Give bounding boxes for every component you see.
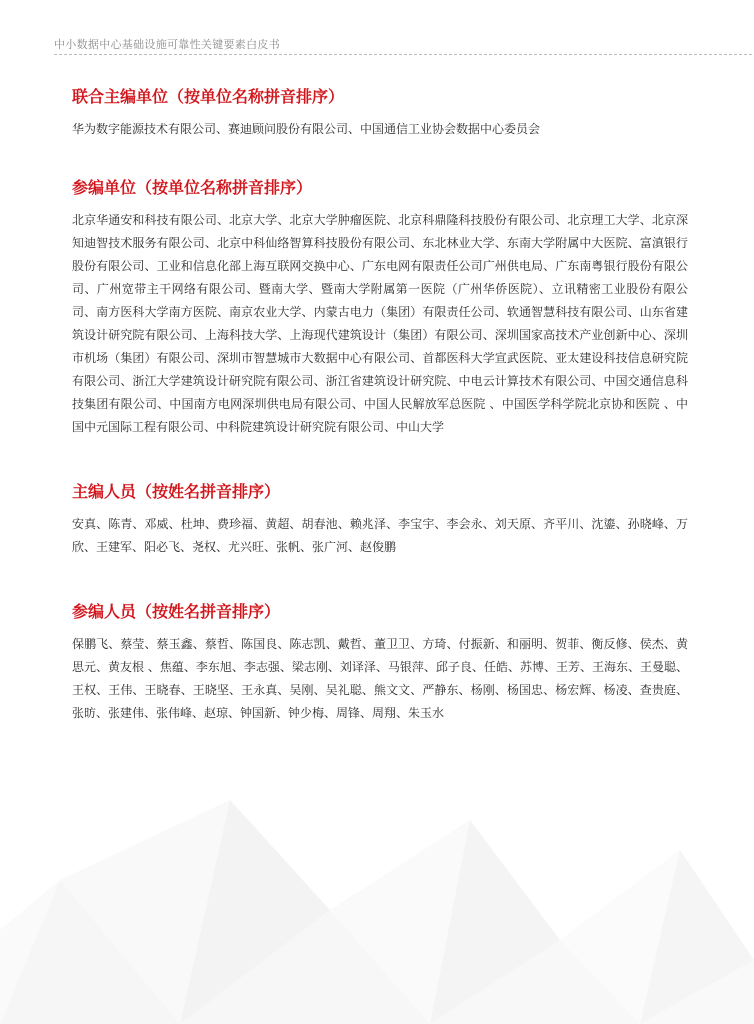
- section-body-contributors: 保鹏飞、蔡莹、蔡玉鑫、蔡哲、陈国良、陈志凯、戴哲、董卫卫、方琦、付振新、和丽明、贺菲、衡反修、侯杰、黄思元、黄友根 、焦蕴、李东旭、李志强、梁志刚、刘译泽、马银萍、邱子良、任皓、苏博、王芳、王海东、王曼聪、王权、王伟、王晓春、王晓坚、王永真、吴刚、吴礼聪、熊文文、严静东、杨刚、杨国忠、杨宏辉、杨凌、查贵庭、张昉、张建伟、张伟峰、赵琼、钟国新、钟少梅、周锋、周翔、朱玉水: [72, 637, 688, 720]
- section-participating-units: [72, 175, 688, 439]
- background-decoration: [0, 760, 754, 1024]
- section-body-chief-editors: 安真、陈青、邓威、杜坤、费珍福、黄超、胡春池、赖兆泽、李宝宇、李会永、刘天原、齐平川、沈鎏、孙晓峰、万欣、王建军、阳必飞、尧权、尤兴旺、张帆、张广河、赵俊鹏: [72, 517, 688, 554]
- section-title-chief-editors: 主编人员（按姓名拼音排序）: [72, 482, 281, 501]
- page-content: [72, 84, 688, 725]
- section-title-participating-units: 参编单位（按单位名称拼音排序）: [72, 178, 313, 197]
- section-chief-editors: [72, 479, 688, 559]
- page-header: [54, 36, 752, 58]
- section-title-contributors: 参编人员（按姓名拼音排序）: [72, 602, 281, 621]
- section-body-joint-editors: 华为数字能源技术有限公司、赛迪顾问股份有限公司、中国通信工业协会数据中心委员会: [72, 122, 541, 136]
- section-joint-editors: [72, 84, 688, 141]
- header-title: 中小数据中心基础设施可靠性关键要素白皮书: [54, 38, 280, 51]
- section-contributors: [72, 599, 688, 725]
- section-body-participating-units: 北京华通安和科技有限公司、北京大学、北京大学肿瘤医院、北京科鼎隆科技股份有限公司、北京理工大学、北京深知迪智技术服务有限公司、北京中科仙络智算科技股份有限公司、东北林业大学、东南大学附属中大医院、富滇银行股份有限公司、工业和信息化部上海互联网交换中心、广东电网有限责任公司广州供电局、广东南粤银行股份有限公司、广州宽带主干网络有限公司、暨南大学、暨南大学附属第一医院（广州华侨医院）、立讯精密工业股份有限公司、南方医科大学南方医院、南京农业大学、内蒙古电力（集团）有限责任公司、软通智慧科技有限公司、山东省建筑设计研究院有限公司、上海科技大学、上海现代建筑设计（集团）有限公司、深圳国家高技术产业创新中心、深圳市机场（集团）有限公司、深圳市智慧城市大数据中心有限公司、首都医科大学宣武医院、亚太建设科技信息研究院有限公司、浙江大学建筑设计研究院有限公司、浙江省建筑设计研究院、中电云计算技术有限公司、中国交通信息科技集团有限公司、中国南方电网深圳供电局有限公司、中国人民解放军总医院 、中国医学科学院北京协和医院 、中国中元国际工程有限公司、中科院建筑设计研究院有限公司、中山大学: [72, 213, 688, 434]
- section-title-joint-editors: 联合主编单位（按单位名称拼音排序）: [72, 87, 345, 106]
- header-divider: [54, 54, 752, 55]
